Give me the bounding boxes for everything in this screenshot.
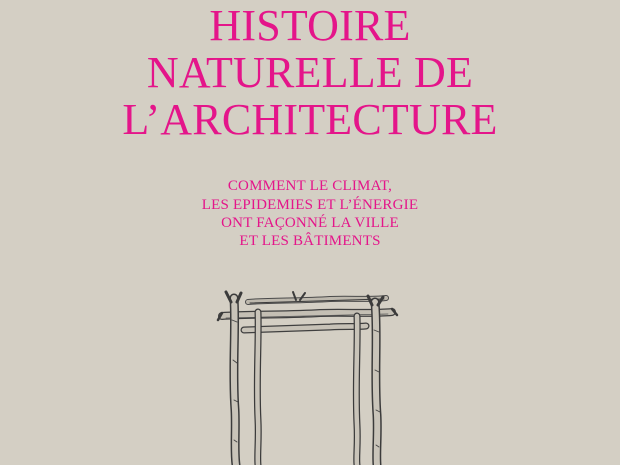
- title-line-1: HISTOIRE: [209, 1, 411, 50]
- subtitle-line-4: ET LES BÂTIMENTS: [239, 233, 381, 249]
- subtitle-line-1: COMMENT LE CLIMAT,: [227, 178, 393, 194]
- title-line-2: NATURELLE DE: [146, 48, 474, 97]
- subtitle-line-2: LES EPIDEMIES ET L’ÉNERGIE: [201, 197, 419, 213]
- title-line-3: L’ARCHITECTURE: [122, 95, 498, 144]
- subtitle-line-3: ONT FAÇONNÉ LA VILLE: [221, 215, 399, 231]
